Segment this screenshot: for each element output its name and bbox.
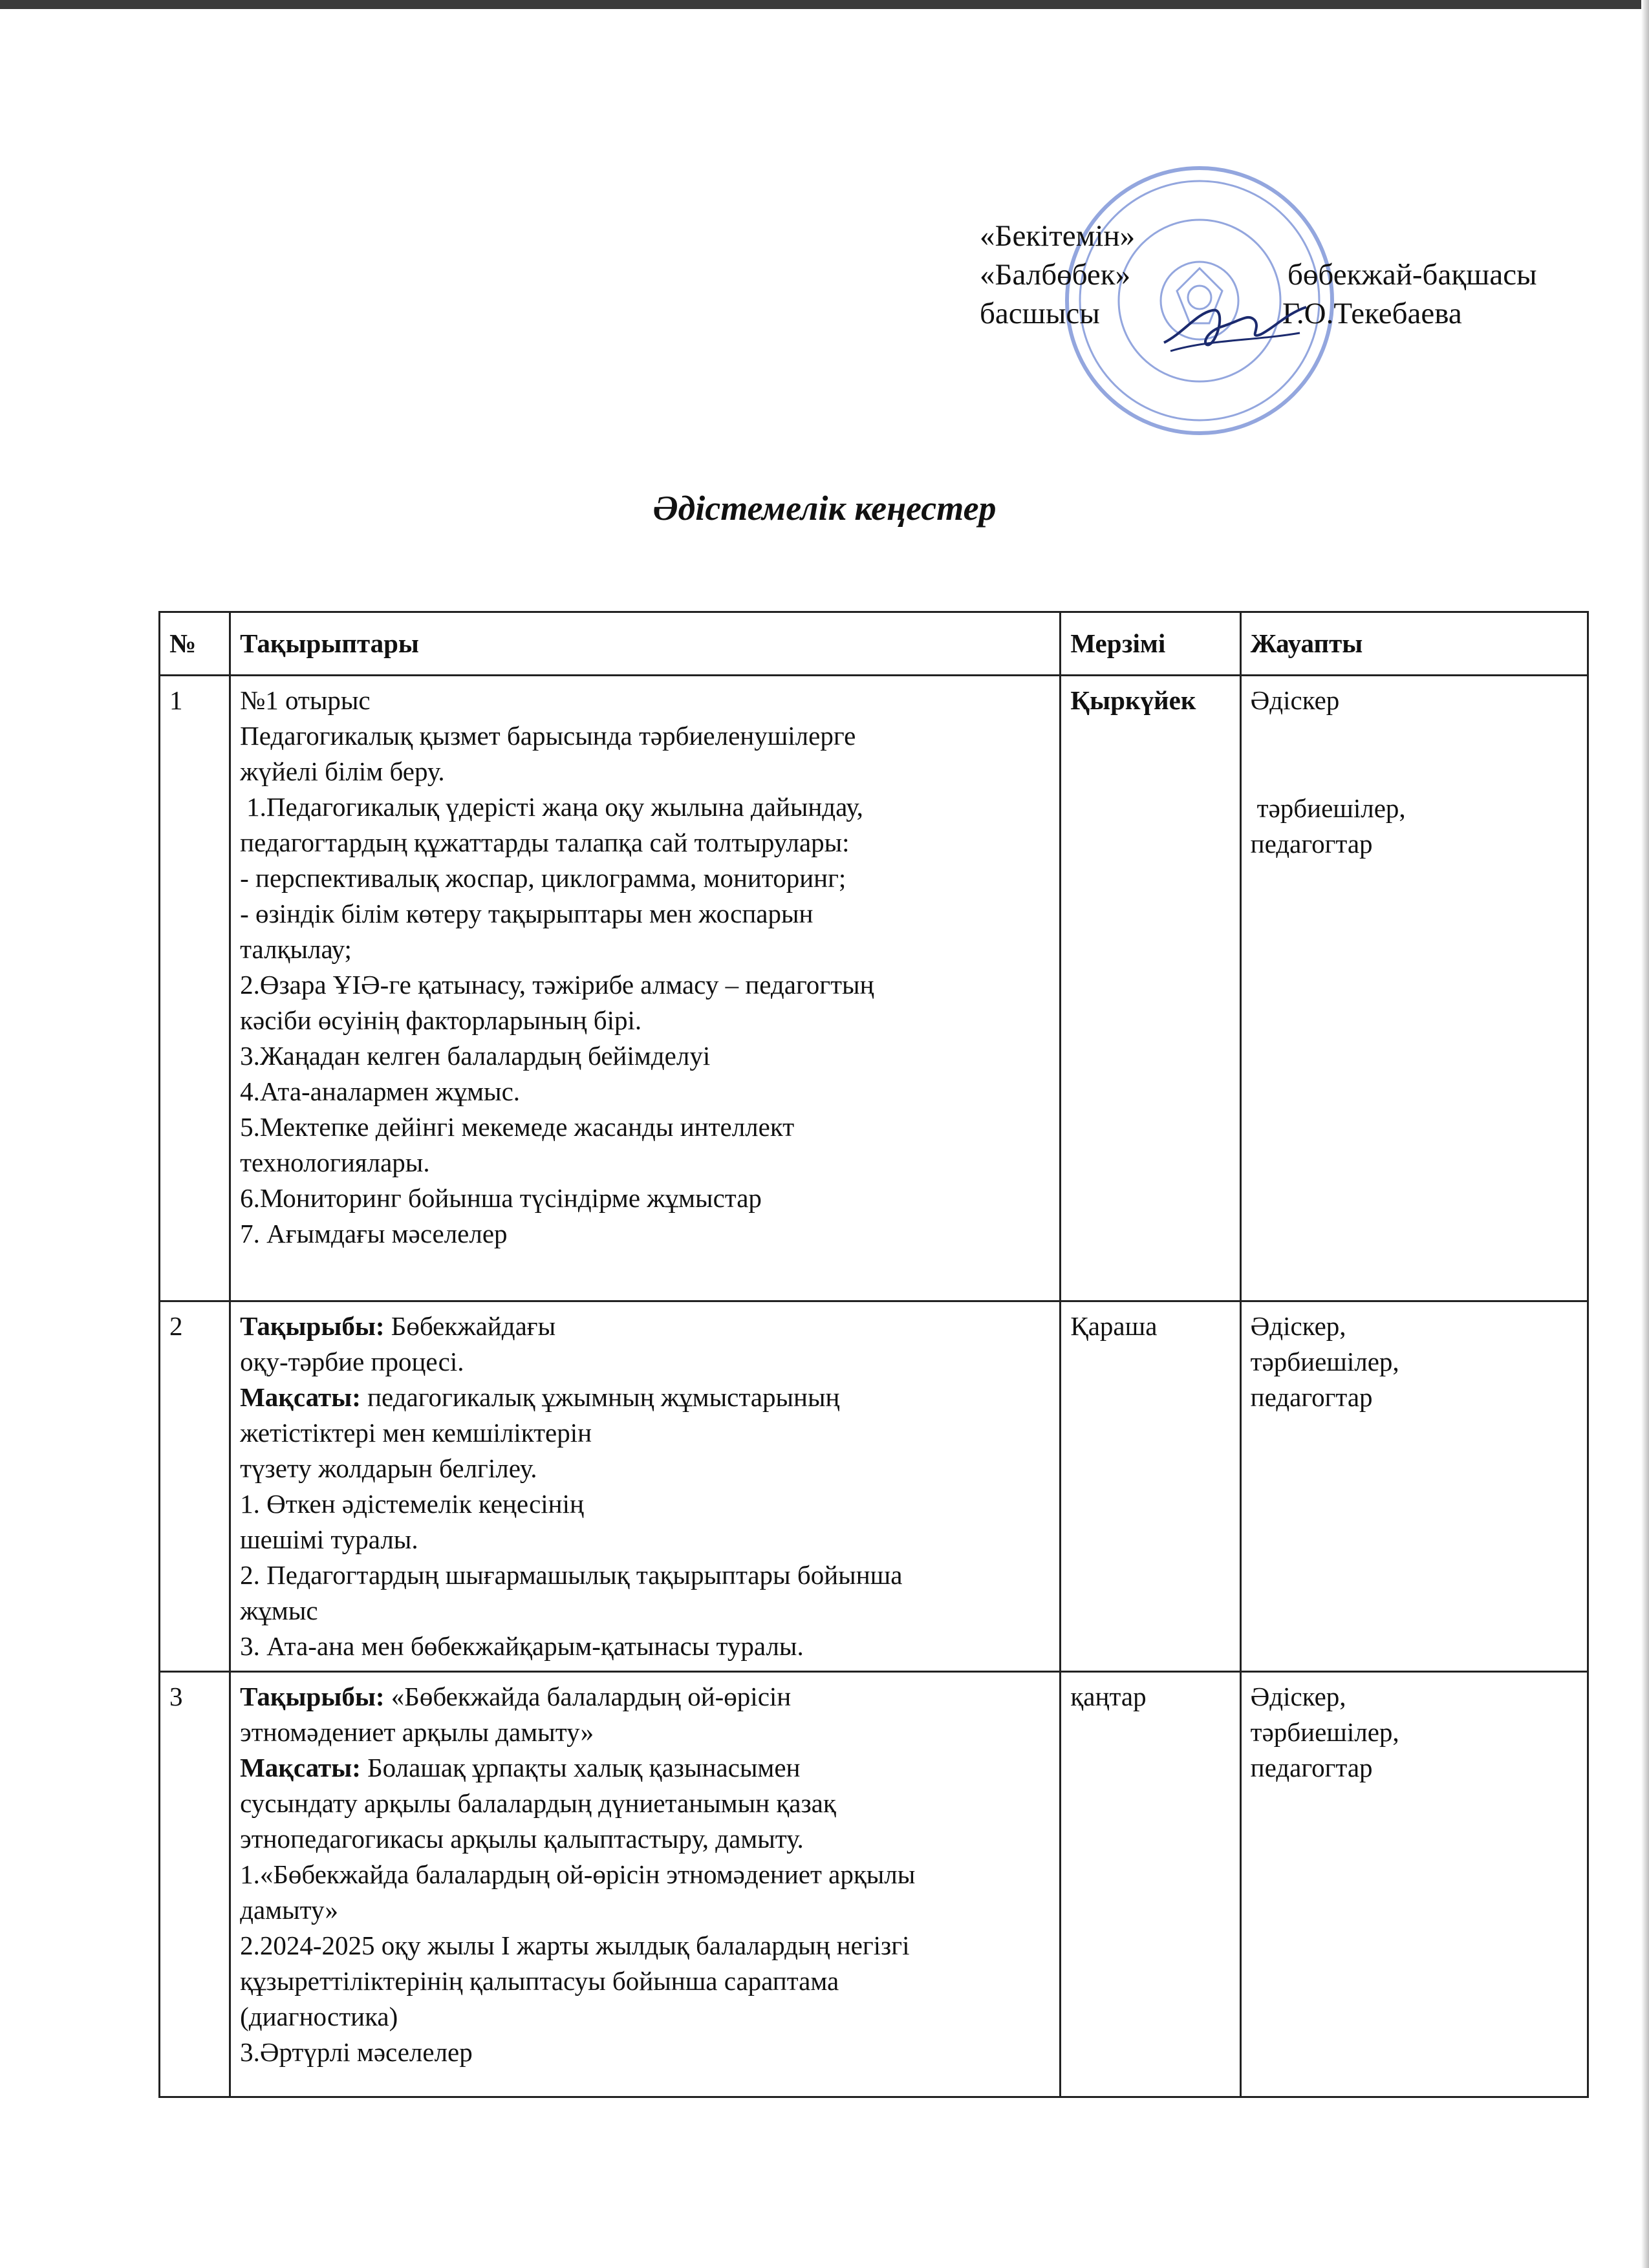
- goal-text: педагогикалық ұжымның жұмыстарының: [360, 1382, 840, 1412]
- topic-line: 3.Жаңадан келген балалардың бейімделуі: [240, 1041, 711, 1071]
- topic-line: - перспективалық жоспар, циклограмма, мониторинг;: [240, 863, 846, 893]
- topic-line: 2.2024-2025 оқу жылы І жарты жылдық балалардың негізгі: [240, 1931, 910, 1960]
- topic-line: түзету жолдарын белгілеу.: [240, 1453, 537, 1483]
- topic-line: 2. Педагогтардың шығармашылық тақырыптары бойынша: [240, 1560, 903, 1590]
- topic-text: Бөбекжайдағы: [384, 1311, 556, 1341]
- table-row: [160, 676, 1588, 1301]
- topic-line: - өзіндік білім көтеру тақырыптары мен жоспарын: [240, 899, 814, 928]
- scan-right-edge: [1641, 0, 1649, 2268]
- approval-line-2-right: бөбекжай-бақшасы: [1288, 258, 1537, 292]
- topic-label: Тақырыбы:: [240, 1311, 385, 1341]
- row-deadline: Қыркүйек: [1061, 676, 1240, 1301]
- topic-line: дамыту»: [240, 1895, 339, 1925]
- topic-line: 6.Мониторинг бойынша түсіндірме жұмыстар: [240, 1183, 762, 1213]
- topic-line: 5.Мектепке дейінгі мекемеде жасанды интеллект: [240, 1112, 795, 1142]
- row-topics: [230, 1301, 1061, 1672]
- approval-line-3-left: басшысы: [980, 297, 1100, 330]
- topic-line: 1.«Бөбекжайда балалардың ой-өрісін этномәдениет арқылы: [240, 1859, 916, 1889]
- table-row: [160, 1672, 1588, 2097]
- topic-line: педагогтардың құжаттарды талапқа сай толтырулары:: [240, 828, 850, 857]
- header-responsible: Жауапты: [1240, 612, 1588, 676]
- topic-line: 3. Ата-ана мен бөбекжайқарым-қатынасы туралы.: [240, 1631, 804, 1661]
- row-deadline: қаңтар: [1061, 1672, 1240, 2097]
- topic-line: сусындату арқылы балалардың дүниетанымын қазақ: [240, 1788, 836, 1818]
- topic-line: этномәдениет арқылы дамыту»: [240, 1717, 594, 1747]
- topic-line: 3.Әртүрлі мәселелер: [240, 2037, 473, 2067]
- topic-line: 1. Өткен әдістемелік кеңесінің: [240, 1489, 584, 1519]
- row-number: 2: [160, 1301, 230, 1672]
- topic-line: құзыреттіліктерінің қалыптасуы бойынша сараптама: [240, 1966, 839, 1996]
- row-responsible: [1240, 676, 1588, 1301]
- topic-line: жүйелі білім беру.: [240, 756, 445, 786]
- goal-label: Мақсаты:: [240, 1382, 361, 1412]
- page-title: Әдістемелік кеңестер: [652, 489, 997, 528]
- row-number: 1: [160, 676, 230, 1301]
- row-topics: [230, 1672, 1061, 2097]
- row-responsible: [1240, 1301, 1588, 1672]
- row-number: 3: [160, 1672, 230, 2097]
- topic-heading: [240, 1679, 1050, 1715]
- topic-line: 7. Ағымдағы мәселелер: [240, 1219, 508, 1248]
- table-row: [160, 1301, 1588, 1672]
- approval-line-1: «Бекітемін»: [980, 219, 1136, 253]
- signature: [1158, 294, 1313, 356]
- scan-top-edge: [0, 0, 1649, 9]
- goal-label: Мақсаты:: [240, 1753, 361, 1782]
- responsible-line: педагогтар: [1250, 1753, 1373, 1782]
- row-topics: [230, 676, 1061, 1301]
- topic-line: оқу-тәрбие процесі.: [240, 1347, 464, 1376]
- approval-line-3-right: Г.О.Текебаева: [1282, 297, 1462, 330]
- topic-line: талқылау;: [240, 934, 352, 964]
- topic-line: жұмыс: [240, 1596, 318, 1625]
- row-deadline: Қараша: [1061, 1301, 1240, 1672]
- header-deadline: Мерзімі: [1061, 612, 1240, 676]
- goal-heading: [240, 1380, 1050, 1415]
- goal-text: Болашақ ұрпақты халық қазынасымен: [360, 1753, 801, 1782]
- topic-line: этнопедагогикасы арқылы қалыптастыру, дамыту.: [240, 1824, 804, 1854]
- approval-block: [980, 217, 1537, 333]
- header-topics: Тақырыптары: [230, 612, 1061, 676]
- responsible-line: тәрбиешілер,: [1250, 1717, 1399, 1747]
- topic-heading: [240, 1309, 1050, 1344]
- goal-heading: [240, 1750, 1050, 1786]
- header-number: №: [160, 612, 230, 676]
- topic-text: «Бөбекжайда балалардың ой-өрісін: [384, 1682, 792, 1711]
- topic-label: Тақырыбы:: [240, 1682, 385, 1711]
- approval-line-2-left: «Балбөбек»: [980, 258, 1131, 292]
- responsible-line: тәрбиешілер,: [1250, 1347, 1399, 1376]
- topic-line: 4.Ата-аналармен жұмыс.: [240, 1076, 521, 1106]
- topic-line: (диагностика): [240, 2002, 398, 2031]
- responsible-line: педагогтар: [1250, 1382, 1373, 1412]
- responsible-line: тәрбиешілер,: [1256, 793, 1406, 823]
- topic-line: №1 отырыс: [240, 685, 371, 715]
- topic-line: шешімі туралы.: [240, 1524, 418, 1554]
- methodical-councils-table: [158, 611, 1589, 2098]
- row-responsible: [1240, 1672, 1588, 2097]
- topic-line: жетістіктері мен кемшіліктерін: [240, 1418, 592, 1448]
- responsible-line: Әдіскер,: [1250, 1682, 1346, 1711]
- topic-line: Педагогикалық қызмет барысында тәрбиеленушілерге: [240, 721, 856, 751]
- topic-line: 1.Педагогикалық үдерісті жаңа оқу жылына дайындау,: [246, 792, 863, 822]
- table-header-row: [160, 612, 1588, 676]
- topic-line: кәсіби өсуінің факторларының бірі.: [240, 1005, 642, 1035]
- topic-line: 2.Өзара ҰІӘ-ге қатынасу, тәжірибе алмасу – педагогтың: [240, 970, 874, 1000]
- responsible-line: Әдіскер: [1250, 685, 1340, 715]
- responsible-line: педагогтар: [1250, 829, 1373, 859]
- responsible-line: Әдіскер,: [1250, 1311, 1346, 1341]
- topic-line: технологиялары.: [240, 1148, 430, 1177]
- spacer: [1251, 718, 1578, 791]
